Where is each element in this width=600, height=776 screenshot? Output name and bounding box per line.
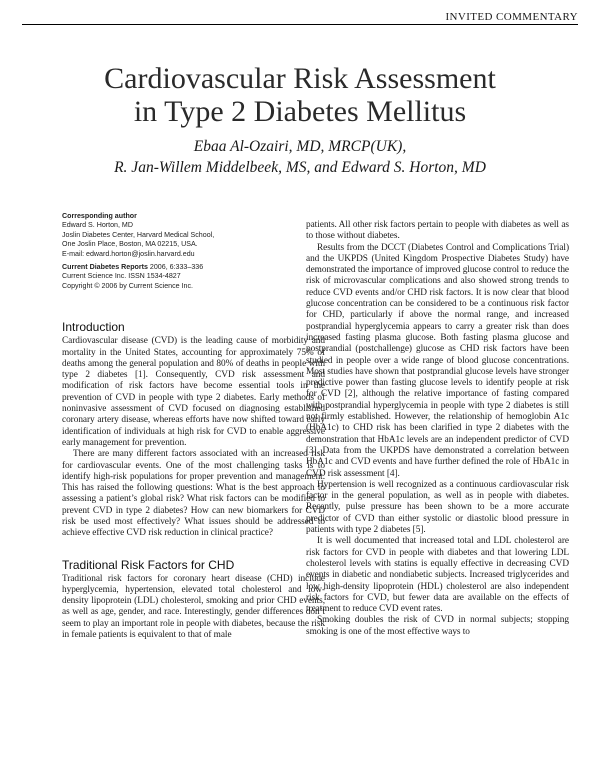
header-rule — [22, 24, 578, 25]
introduction-paragraph-2: There are many different factors associated with an increased risk for cardiovascular events. One of the most challenging tasks is to identify high-risk populations for proper prevention and management. This has raised the following questions: What is the best approach to assessing a patient’s global risk? What risk factors can be modified to prevent CVD in type 2 diabetes? How can new biomarkers for CVD risk be used most effectively? What issues should be addressed to achieve effective CVD risk reduction in clinical practice? — [62, 449, 325, 539]
authors-line-1: Ebaa Al-Ozairi, MD, MRCP(UK), — [193, 138, 407, 155]
correspondence-heading: Corresponding author — [62, 212, 137, 220]
author-list — [0, 136, 600, 178]
introduction-paragraph-1: Cardiovascular disease (CVD) is the leading cause of morbidity and mortality in the United States, accounting for approximately 75% of deaths among the general population and 80% of deaths in people with type 2 diabetes [1]. Consequently, CVD risk assessment and modification of risk factors have become essential tools in the prevention of CVD in people with type 2 diabetes. Early methods of noninvasive assessment of CVD focused on diagnosing established coronary artery disease, whereas efforts have now shifted toward early identification of individuals at high risk for CVD to enable aggressive early management for prevention. — [62, 336, 325, 448]
citation-block — [62, 263, 325, 291]
correspondence-block — [62, 212, 325, 291]
hypertension-paragraph: Hypertension is well recognized as a continuous cardiovascular risk factor in the general population, as well as in people with diabetes. Recently, pulse pressure has been shown to be a more accurate predictor of CVD than either systolic or diastolic blood pressure in patients with type 2 diabetes [5]. — [306, 479, 569, 536]
authors-line-2: R. Jan-Willem Middelbeek, MS, and Edward S. Horton, MD — [114, 159, 486, 176]
smoking-paragraph: Smoking doubles the risk of CVD in normal subjects; stopping smoking is one of the most effective ways to — [306, 615, 569, 637]
correspondence-address-2: One Joslin Place, Boston, MA 02215, USA. — [62, 240, 198, 249]
right-paragraph-continued: patients. All other risk factors pertain to people with diabetes as well as to those without diabetes. — [306, 220, 569, 242]
glucose-paragraph: Results from the DCCT (Diabetes Control and Complications Trial) and the UKPDS (United Kingdom Prospective Diabetes Study) have demonstrated the importance of improved glucose control to reduce the risk of microvascular complications and also showed strong trends to reduce CVD events and/or CHD risk factors. It is now clear that blood glucose concentration can be considered to be a continuous risk factor for CHD, particularly if above the normal range, and increased postprandial hyperglycemia appears to carry a greater risk than does increased fasting plasma glucose. Both fasting plasma glucose and postprandial (postchallenge) glucose as CHD risk factors have been studied in people over a wide range of blood glucose concentrations. Most studies have shown that postprandial glucose levels have stronger predictive power than fasting glucose levels to identify people at risk for CVD [2], although the relative importance of fasting compared with postprandial hyperglycemia in people with type 2 diabetes is still not firmly established. However, the relationship of hemoglobin A1c (HbA1c) to CHD risk has been clarified in type 2 diabetes with the demonstration that HbA1c levels are an independent predictor of CVD [3]. Data from the UKPDS have demonstrated a correlation between HbA1c and CVD events and have further defined the role of HbA1c in CVD risk assessment [4]. — [306, 242, 569, 479]
introduction-heading: Introduction — [62, 320, 125, 335]
left-column — [62, 212, 325, 641]
correspondence-email[interactable]: E-mail: edward.horton@joslin.harvard.edu — [62, 249, 195, 258]
traditional-risk-heading: Traditional Risk Factors for CHD — [62, 557, 235, 572]
traditional-risk-paragraph-1: Traditional risk factors for coronary heart disease (CHD) include hyperglycemia, hypertension, elevated total cholesterol and low-density lipoprotein (LDL) cholesterol, smoking and prior CHD events, as well as age, gender, and race. Interestingly, gender differences don’t seem to play an important role in people with diabetes, because the risk in female patients is equivalent to that of male — [62, 573, 325, 641]
title-line-1: Cardiovascular Risk Assessment — [104, 62, 496, 95]
right-column — [306, 220, 569, 638]
publisher-line: Current Science Inc. ISSN 1534-4827 — [62, 272, 181, 281]
copyright-line: Copyright © 2006 by Current Science Inc. — [62, 281, 194, 290]
citation-line: Current Diabetes Reports 2006, 6:333–336 — [62, 263, 204, 272]
title-line-2: in Type 2 Diabetes Mellitus — [133, 95, 467, 128]
cholesterol-paragraph: It is well documented that increased total and LDL cholesterol are risk factors for CVD in people with diabetes and that lowering LDL cholesterol levels with statins is equally effective in decreasing CVD events in diabetic and nondiabetic subjects. Increased triglycerides and low high-density lipoprotein (HDL) cholesterol are also independent risk factors for CVD, but fewer data are available on the effects of treatment to reduce CVD event rates. — [306, 536, 569, 615]
section-label: INVITED COMMENTARY — [439, 11, 578, 23]
correspondence-address-1: Joslin Diabetes Center, Harvard Medical School, — [62, 230, 215, 239]
correspondence-name: Edward S. Horton, MD — [62, 221, 133, 230]
article-title — [0, 62, 600, 128]
